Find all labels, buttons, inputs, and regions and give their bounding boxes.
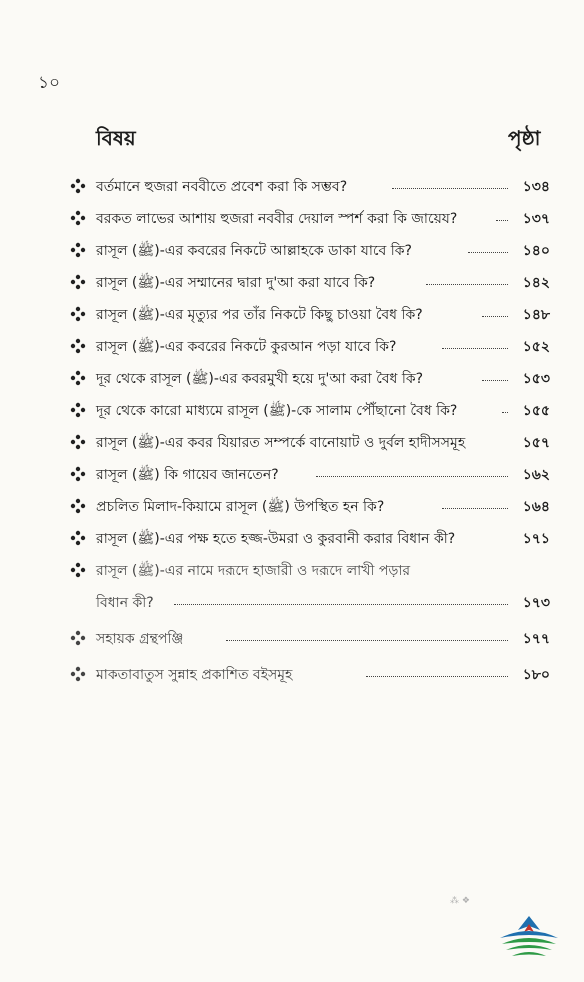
- toc-page: ১৬২: [522, 467, 550, 483]
- heading-page: পৃষ্ঠা: [508, 126, 541, 150]
- dot-leader: [496, 220, 508, 221]
- dot-leader: [468, 252, 508, 253]
- toc-page: ১৫২: [522, 339, 550, 355]
- diamond-bullet-icon: [70, 466, 86, 482]
- dot-leader: [226, 640, 508, 641]
- diamond-bullet-icon: [70, 630, 86, 646]
- toc-entry: [70, 628, 550, 658]
- toc-title: বরকত লাভের আশায় হুজরা নববীর দেয়াল স্পর্শ করা কি জায়েয?: [96, 211, 458, 227]
- toc-entry: [70, 240, 550, 270]
- diamond-bullet-icon: [70, 498, 86, 514]
- dot-leader: [502, 412, 508, 413]
- toc-title: মাকতাবাতুস সুন্নাহ প্রকাশিত বইসমূহ: [96, 667, 293, 683]
- diamond-bullet-icon: [70, 370, 86, 386]
- toc-title: সহায়ক গ্রন্থপঞ্জি: [96, 631, 184, 647]
- toc-page: ১৭১: [522, 531, 550, 547]
- publisher-logo-icon: [496, 912, 562, 962]
- diamond-bullet-icon: [70, 210, 86, 226]
- toc-entry: [70, 304, 550, 334]
- dot-leader: [316, 476, 508, 477]
- dot-leader: [482, 380, 508, 381]
- diamond-bullet-icon: [70, 338, 86, 354]
- toc-entry: [70, 368, 550, 398]
- toc-entry: [70, 208, 550, 238]
- dot-leader: [442, 508, 508, 509]
- page-number: ১০: [38, 73, 61, 93]
- diamond-bullet-icon: [70, 562, 86, 578]
- dot-leader: [426, 284, 508, 285]
- diamond-bullet-icon: [70, 402, 86, 418]
- toc-title: প্রচলিত মিলাদ-কিয়ামে রাসূল (ﷺ) উপস্থিত হন কি?: [96, 499, 385, 515]
- toc-page: ১৫৭: [522, 435, 550, 451]
- toc-page: ১৫৫: [522, 403, 550, 419]
- diamond-bullet-icon: [70, 306, 86, 322]
- diamond-bullet-icon: [70, 666, 86, 682]
- toc-page: ১৪০: [522, 243, 550, 259]
- toc-page: ১৮০: [522, 667, 550, 683]
- diamond-bullet-icon: [70, 530, 86, 546]
- dot-leader: [442, 348, 508, 349]
- dot-leader: [482, 316, 508, 317]
- dot-leader: [392, 188, 508, 189]
- toc-page: ১৭৭: [522, 631, 550, 647]
- toc-entry: [70, 400, 550, 430]
- toc-page: ১৭৩: [522, 595, 550, 611]
- toc-page: ১৪৮: [522, 307, 550, 323]
- toc-title: দূর থেকে রাসূল (ﷺ)-এর কবরমুখী হয়ে দু'আ করা বৈধ কি?: [96, 371, 424, 387]
- diamond-bullet-icon: [70, 434, 86, 450]
- diamond-bullet-icon: [70, 274, 86, 290]
- toc-page: ১৪২: [522, 275, 550, 291]
- toc-entry: [70, 464, 550, 494]
- toc-title: রাসূল (ﷺ)-এর মৃত্যুর পর তাঁর নিকটে কিছু চাওয়া বৈধ কি?: [96, 307, 423, 323]
- toc-title: রাসূল (ﷺ)-এর কবরের নিকটে কুরআন পড়া যাবে কি?: [96, 339, 397, 355]
- toc-entry: [70, 560, 550, 590]
- toc-title: বর্তমানে হুজরা নববীতে প্রবেশ করা কি সম্ভব?: [96, 179, 348, 195]
- faint-stamp-mark: ⁂ ❖: [450, 896, 470, 906]
- toc-title: রাসূল (ﷺ)-এর কবরের নিকটে আল্লাহকে ডাকা যাবে কি?: [96, 243, 412, 259]
- toc-entry-continuation: [70, 592, 550, 622]
- toc-page: ১৩৭: [522, 211, 550, 227]
- dot-leader: [174, 604, 508, 605]
- toc-entry: [70, 664, 550, 694]
- toc-page: ১৫৩: [522, 371, 550, 387]
- toc-title: রাসূল (ﷺ)-এর কবর যিয়ারত সম্পর্কে বানোয়াট ও দুর্বল হাদীসসমূহ: [96, 435, 466, 451]
- toc-entry: [70, 496, 550, 526]
- toc-page: ১৬৪: [522, 499, 550, 515]
- toc-title: রাসূল (ﷺ) কি গায়েব জানতেন?: [96, 467, 279, 483]
- heading-subject: বিষয়: [96, 126, 136, 150]
- toc-title: রাসূল (ﷺ)-এর নামে দরূদে হাজারী ও দরূদে লাখী পড়ার: [96, 563, 411, 579]
- toc-entry: [70, 528, 550, 558]
- toc-title: রাসূল (ﷺ)-এর সম্মানের দ্বারা দু'আ করা যাবে কি?: [96, 275, 376, 291]
- toc-entry: [70, 432, 550, 462]
- diamond-bullet-icon: [70, 178, 86, 194]
- toc-title-continuation: বিধান কী?: [96, 595, 154, 611]
- toc-title: দূর থেকে কারো মাধ্যমে রাসূল (ﷺ)-কে সালাম পৌঁছানো বৈধ কি?: [96, 403, 458, 419]
- dot-leader: [366, 676, 508, 677]
- toc-entry: [70, 336, 550, 366]
- toc-title: রাসূল (ﷺ)-এর পক্ষ হতে হজ্জ-উমরা ও কুরবানী করার বিধান কী?: [96, 531, 456, 547]
- toc-entry: [70, 272, 550, 302]
- toc-page: ১৩৪: [522, 179, 550, 195]
- toc-entry: [70, 176, 550, 206]
- diamond-bullet-icon: [70, 242, 86, 258]
